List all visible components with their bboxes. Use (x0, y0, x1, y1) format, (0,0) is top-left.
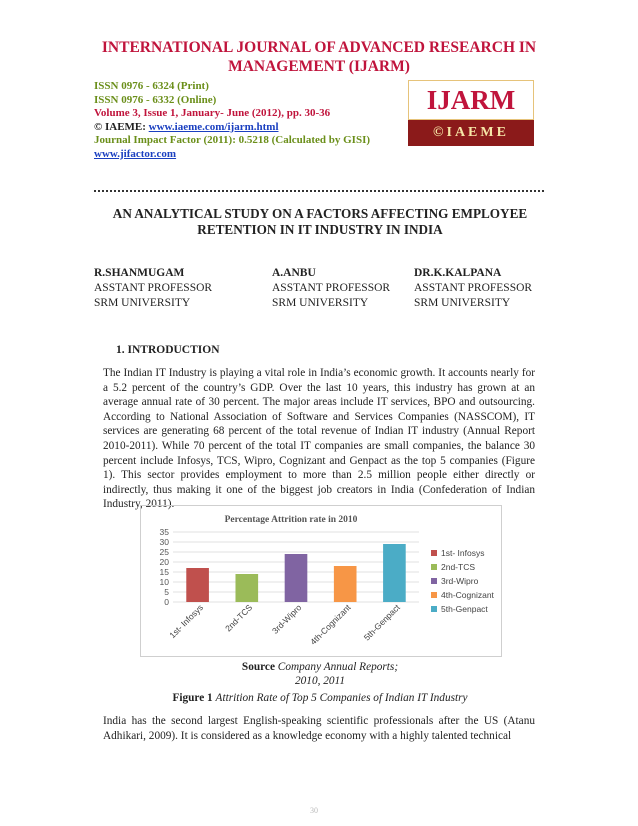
logo-bottom-text: ©IAEME (408, 120, 534, 146)
legend-swatch (431, 564, 437, 570)
figure-caption (100, 691, 540, 705)
logo-top-text: IJARM (408, 80, 534, 120)
volume-info: Volume 3, Issue 1, January- June (2012), pp. 30-36 (94, 107, 331, 119)
legend-label: 4th-Cognizant (441, 590, 494, 600)
legend-label: 1st- Infosys (441, 548, 485, 558)
bar-2 (235, 574, 258, 602)
paper-title-line1: AN ANALYTICAL STUDY ON A FACTORS AFFECTING EMPLOYEE (112, 206, 528, 221)
legend-label: 5th-Genpact (441, 604, 488, 614)
y-tick-label: 5 (164, 587, 169, 597)
y-tick-label: 25 (159, 547, 169, 557)
y-tick-label: 10 (159, 577, 169, 587)
issn-online: ISSN 0976 - 6332 (Online) (94, 93, 217, 106)
ijarm-logo (408, 80, 534, 144)
legend-label: 2nd-TCS (441, 562, 476, 572)
author-name: A.ANBU (272, 267, 316, 279)
bar-1 (186, 568, 209, 602)
y-tick-label: 0 (164, 597, 169, 607)
iaeme-line (94, 121, 370, 135)
source-years: 2010, 2011 (295, 675, 345, 687)
paper-title-line2: RETENTION IN IT INDUSTRY IN INDIA (197, 222, 443, 237)
source-text: Company Annual Reports; (277, 661, 399, 673)
issn-print: ISSN 0976 - 6324 (Print) (94, 80, 209, 92)
page-number: 30 (310, 806, 318, 815)
paper-title (80, 206, 560, 238)
iaeme-prefix: © IAEME: (94, 120, 149, 133)
legend-swatch (431, 592, 437, 598)
chart-title: Percentage Attrition rate in 2010 (224, 515, 358, 525)
author-org: SRM UNIVERSITY (272, 297, 369, 309)
figure-label: Figure 1 (172, 692, 213, 704)
author-role: ASSTANT PROFESSOR (414, 282, 533, 294)
y-tick-label: 20 (159, 557, 169, 567)
journal-title-line2: MANAGEMENT (IJARM) (228, 58, 410, 75)
dotted-divider (94, 190, 544, 192)
journal-title-line1: INTERNATIONAL JOURNAL OF ADVANCED RESEARCH IN (101, 39, 537, 56)
figure-caption-text: Attrition Rate of Top 5 Companies of Indian IT Industry (215, 692, 468, 704)
journal-title (60, 38, 578, 76)
x-tick-label: 3rd-Wipro (269, 602, 304, 636)
x-tick-label: 2nd-TCS (223, 602, 255, 634)
legend-label: 3rd-Wipro (441, 576, 479, 586)
jifactor-link[interactable]: www.jifactor.com (94, 147, 177, 160)
figure-source (100, 660, 540, 688)
bar-5 (383, 544, 406, 602)
y-tick-label: 30 (159, 537, 169, 547)
author-1 (94, 266, 212, 311)
author-name: DR.K.KALPANA (414, 267, 502, 279)
bar-4 (334, 566, 357, 602)
attrition-chart (140, 505, 502, 657)
x-tick-label: 4th-Cognizant (308, 602, 353, 647)
impact-factor: Journal Impact Factor (2011): 0.5218 (Calculated by GISI) (94, 134, 371, 146)
legend-swatch (431, 550, 437, 556)
iaeme-link[interactable]: www.iaeme.com/ijarm.html (148, 120, 279, 133)
author-3 (414, 266, 532, 311)
author-org: SRM UNIVERSITY (94, 297, 191, 309)
legend-swatch (431, 578, 437, 584)
author-2 (272, 266, 390, 311)
author-role: ASSTANT PROFESSOR (272, 282, 391, 294)
section-heading: 1. INTRODUCTION (116, 344, 220, 356)
legend-swatch (431, 606, 437, 612)
second-paragraph: India has the second largest English-speaking scientific professionals after the US (Atanu Adhikari, 2009). It is considered as a knowledge economy with a highly talented technical (103, 715, 535, 742)
chart-svg (141, 506, 501, 656)
author-name: R.SHANMUGAM (94, 267, 185, 279)
author-role: ASSTANT PROFESSOR (94, 282, 213, 294)
author-org: SRM UNIVERSITY (414, 297, 511, 309)
bar-3 (285, 554, 308, 602)
journal-info (94, 80, 370, 161)
y-tick-label: 15 (159, 567, 169, 577)
x-tick-label: 1st- Infosys (167, 602, 206, 641)
source-label: Source (241, 661, 275, 673)
x-tick-label: 5th-Genpact (361, 602, 402, 643)
y-tick-label: 35 (159, 527, 169, 537)
intro-paragraph: The Indian IT Industry is playing a vital role in India’s economic growth. It accounts nearly for a 5.2 percent of the country’s GDP. Over the last 10 years, this industry has grown at an average annual rate of 30 percent. The major areas include IT services, BPO and outsourcing. According to National Association of Software and Services Companies (NASSCOM), IT services are generating 68 percent of the total revenue of Indian IT industry (Annual Report 2010-2011). While 70 percent of the total IT companies are small companies, the balance 30 percent include Infosys, TCS, Wipro, Cognizant and Genpact as the top 5 companies (Figure 1). This sector provides employment to more than 2.5 million people either directly or indirectly, thus making it one of the biggest job creators in India (Confederation of Indian Industry, 2011). (103, 367, 535, 511)
